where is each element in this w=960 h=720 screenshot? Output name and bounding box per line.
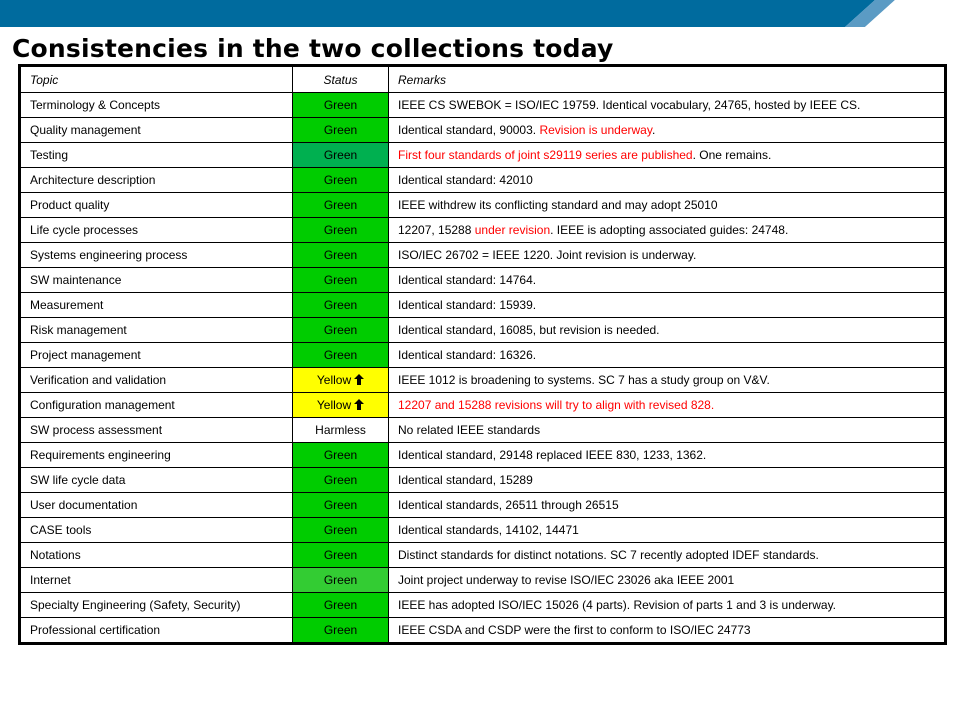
status-label: Yellow xyxy=(316,373,352,387)
remarks-cell xyxy=(389,243,945,268)
status-label: Green xyxy=(323,623,358,637)
status-cell xyxy=(293,118,389,143)
remark-text: Identical standards, 14102, 14471 xyxy=(398,523,579,537)
topic-cell: Requirements engineering xyxy=(21,443,293,468)
topic-cell: Life cycle processes xyxy=(21,218,293,243)
table-row xyxy=(21,593,945,618)
topic-cell: Quality management xyxy=(21,118,293,143)
topic-cell: SW life cycle data xyxy=(21,468,293,493)
status-label: Green xyxy=(323,573,358,587)
consistency-table xyxy=(18,64,947,645)
status-label: Harmless xyxy=(315,423,366,437)
status-label: Green xyxy=(323,298,358,312)
status-label: Green xyxy=(323,523,358,537)
table-row xyxy=(21,218,945,243)
remark-text: Identical standard, 29148 replaced IEEE 830, 1233, 1362. xyxy=(398,448,707,462)
remark-text: ISO/IEC 26702 = IEEE 1220. Joint revision is underway. xyxy=(398,248,697,262)
header-status: Status xyxy=(293,67,389,93)
remark-text: Identical standard, 16085, but revision is needed. xyxy=(398,323,660,337)
topic-cell: Professional certification xyxy=(21,618,293,643)
remark-text: Identical standard, 15289 xyxy=(398,473,533,487)
remarks-cell xyxy=(389,93,945,118)
table-row xyxy=(21,518,945,543)
remarks-cell xyxy=(389,318,945,343)
table-row xyxy=(21,618,945,643)
topic-cell: User documentation xyxy=(21,493,293,518)
table-header-row xyxy=(21,67,945,93)
status-cell xyxy=(293,393,389,418)
status-cell xyxy=(293,218,389,243)
remark-text: Identical standard: 16326. xyxy=(398,348,537,362)
status-label: Green xyxy=(323,198,358,212)
up-arrow-icon xyxy=(354,399,364,410)
table-row xyxy=(21,93,945,118)
table-row xyxy=(21,393,945,418)
remark-text: IEEE CSDA and CSDP were the first to conform to ISO/IEC 24773 xyxy=(398,623,751,637)
remarks-cell xyxy=(389,518,945,543)
table-row xyxy=(21,268,945,293)
status-label: Green xyxy=(323,273,358,287)
remarks-cell xyxy=(389,268,945,293)
remark-highlight-text: Revision is underway xyxy=(539,123,652,137)
status-label: Green xyxy=(323,98,358,112)
banner-graphic xyxy=(0,0,960,34)
status-label: Green xyxy=(323,448,358,462)
table-row xyxy=(21,468,945,493)
remarks-cell xyxy=(389,168,945,193)
status-cell xyxy=(293,493,389,518)
remark-text: Identical standard: 15939. xyxy=(398,298,537,312)
remark-text: Identical standard: 14764. xyxy=(398,273,537,287)
header-remarks: Remarks xyxy=(389,67,945,93)
remark-highlight-text: First four standards of joint s29119 series are published xyxy=(398,148,693,162)
remark-text: Joint project underway to revise ISO/IEC 23026 aka IEEE 2001 xyxy=(398,573,735,587)
topic-cell: Project management xyxy=(21,343,293,368)
status-cell xyxy=(293,543,389,568)
status-cell xyxy=(293,93,389,118)
topic-cell: Risk management xyxy=(21,318,293,343)
table-row xyxy=(21,568,945,593)
remark-highlight-text: 12207 and 15288 revisions will try to align with revised 828. xyxy=(398,398,715,412)
status-label: Green xyxy=(323,548,358,562)
status-cell xyxy=(293,193,389,218)
remarks-cell xyxy=(389,543,945,568)
topic-cell: Specialty Engineering (Safety, Security) xyxy=(21,593,293,618)
table-row xyxy=(21,418,945,443)
table-row xyxy=(21,143,945,168)
status-cell xyxy=(293,168,389,193)
status-label: Green xyxy=(323,123,358,137)
table-row xyxy=(21,543,945,568)
remarks-cell xyxy=(389,568,945,593)
remark-text: Distinct standards for distinct notations. SC 7 recently adopted IDEF standards. xyxy=(398,548,819,562)
remarks-cell xyxy=(389,193,945,218)
topic-cell: SW maintenance xyxy=(21,268,293,293)
remarks-cell xyxy=(389,293,945,318)
table-row xyxy=(21,493,945,518)
topic-cell: Measurement xyxy=(21,293,293,318)
remarks-cell xyxy=(389,493,945,518)
status-cell xyxy=(293,318,389,343)
status-label: Green xyxy=(323,223,358,237)
status-cell xyxy=(293,468,389,493)
status-label: Green xyxy=(323,148,358,162)
status-label: Green xyxy=(323,348,358,362)
remark-text: IEEE has adopted ISO/IEC 15026 (4 parts). Revision of parts 1 and 3 is underway. xyxy=(398,598,837,612)
remarks-cell xyxy=(389,393,945,418)
status-cell xyxy=(293,143,389,168)
table-row xyxy=(21,368,945,393)
status-label: Green xyxy=(323,598,358,612)
remarks-cell xyxy=(389,368,945,393)
remark-text: IEEE 1012 is broadening to systems. SC 7 has a study group on V&V. xyxy=(398,373,770,387)
table-row xyxy=(21,318,945,343)
topic-cell: Systems engineering process xyxy=(21,243,293,268)
topic-cell: Internet xyxy=(21,568,293,593)
status-cell xyxy=(293,418,389,443)
status-cell xyxy=(293,443,389,468)
topic-cell: CASE tools xyxy=(21,518,293,543)
remark-text: 12207, 15288 xyxy=(398,223,475,237)
topic-cell: Terminology & Concepts xyxy=(21,93,293,118)
status-label: Green xyxy=(323,173,358,187)
remark-text: . One remains. xyxy=(692,148,772,162)
remark-text: No related IEEE standards xyxy=(398,423,541,437)
remark-text: Identical standard, 90003. xyxy=(398,123,540,137)
table-row xyxy=(21,193,945,218)
up-arrow-icon xyxy=(354,374,364,385)
remarks-cell xyxy=(389,418,945,443)
topic-cell: Architecture description xyxy=(21,168,293,193)
topic-cell: Notations xyxy=(21,543,293,568)
table-row xyxy=(21,243,945,268)
remark-text: IEEE withdrew its conflicting standard and may adopt 25010 xyxy=(398,198,718,212)
remarks-cell xyxy=(389,468,945,493)
remarks-cell xyxy=(389,343,945,368)
status-label: Green xyxy=(323,248,358,262)
table-row xyxy=(21,293,945,318)
status-label: Yellow xyxy=(316,398,352,412)
status-label: Green xyxy=(323,498,358,512)
remarks-cell xyxy=(389,618,945,643)
table-row xyxy=(21,343,945,368)
remark-text: . xyxy=(651,123,656,137)
remark-text: Identical standard: 42010 xyxy=(398,173,533,187)
topic-cell: SW process assessment xyxy=(21,418,293,443)
status-label: Green xyxy=(323,323,358,337)
remarks-cell xyxy=(389,593,945,618)
status-cell xyxy=(293,243,389,268)
header-banner xyxy=(0,0,960,34)
status-cell xyxy=(293,293,389,318)
remark-text: . IEEE is adopting associated guides: 24748. xyxy=(550,223,789,237)
remark-text: IEEE CS SWEBOK = ISO/IEC 19759. Identical vocabulary, 24765, hosted by IEEE CS. xyxy=(398,98,861,112)
status-cell xyxy=(293,268,389,293)
topic-cell: Testing xyxy=(21,143,293,168)
table-row xyxy=(21,118,945,143)
table-row xyxy=(21,168,945,193)
status-cell xyxy=(293,568,389,593)
status-label: Green xyxy=(323,473,358,487)
remark-highlight-text: under revision xyxy=(474,223,551,237)
status-cell xyxy=(293,618,389,643)
status-cell xyxy=(293,343,389,368)
status-cell xyxy=(293,593,389,618)
remark-text: Identical standards, 26511 through 26515 xyxy=(398,498,619,512)
remarks-cell xyxy=(389,218,945,243)
topic-cell: Configuration management xyxy=(21,393,293,418)
topic-cell: Product quality xyxy=(21,193,293,218)
remarks-cell xyxy=(389,143,945,168)
topic-cell: Verification and validation xyxy=(21,368,293,393)
remarks-cell xyxy=(389,118,945,143)
remarks-cell xyxy=(389,443,945,468)
table-row xyxy=(21,443,945,468)
page-title: Consistencies in the two collections today xyxy=(12,34,614,63)
status-cell xyxy=(293,368,389,393)
status-cell xyxy=(293,518,389,543)
header-topic: Topic xyxy=(21,67,293,93)
